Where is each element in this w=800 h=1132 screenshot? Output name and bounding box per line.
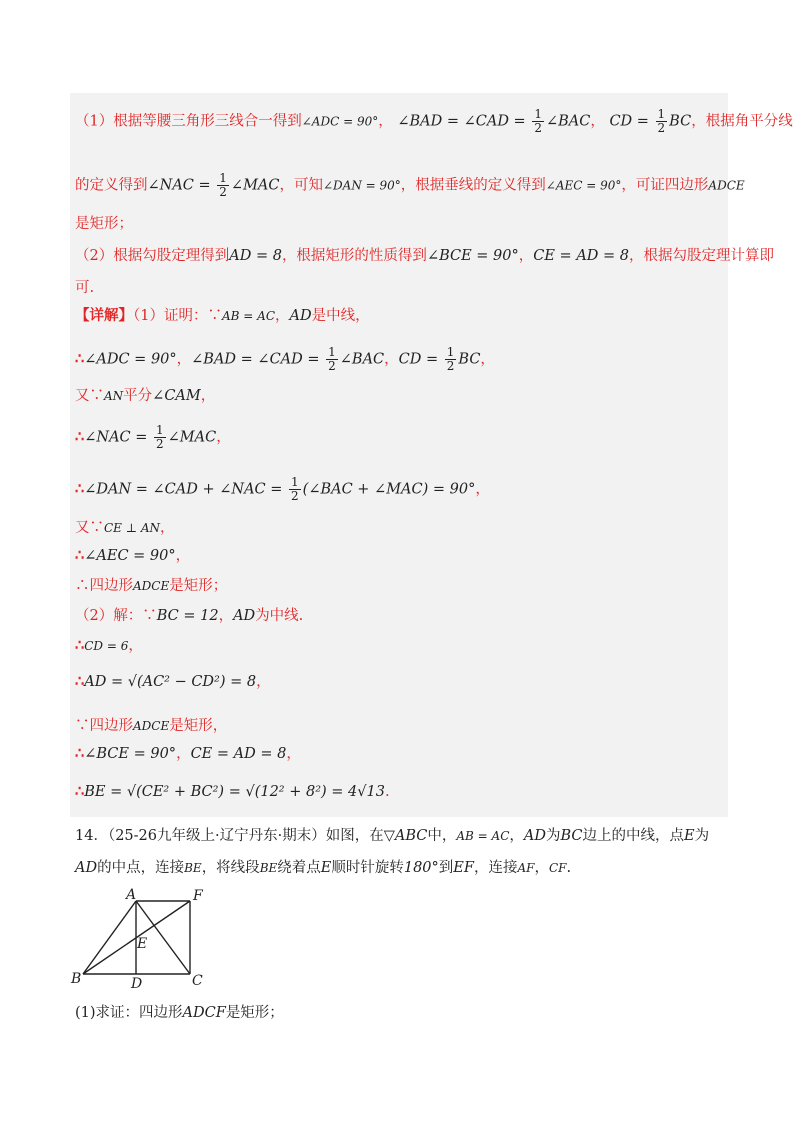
label-f: F	[193, 888, 203, 904]
analysis-line-3: 是矩形；	[75, 216, 133, 232]
label-d: D	[131, 976, 143, 990]
geometry-figure	[70, 888, 220, 990]
label-b: B	[71, 971, 82, 987]
answer-panel	[70, 93, 728, 817]
analysis-line-2: 的定义得到∠NAC = $\frac{1}{2}$ ∠MAC，可知∠DAN = 90°，根据垂线的定义得到∠AEC = 90°，可证四边形ADCE	[75, 171, 745, 199]
label-e: E	[137, 936, 148, 952]
question-1: (1)求证：四边形ADCF是矩形；	[75, 1005, 284, 1021]
label-a: A	[126, 888, 137, 903]
solution-line-3: 又∵AN平分∠CAM，	[75, 388, 216, 404]
solution-line-5: ∴∠DAN = ∠CAD + ∠NAC = $\frac{1}{2}$ (∠BAC + ∠MAC) = 90°，	[75, 475, 490, 503]
label-c: C	[192, 973, 203, 989]
solution-line-7: ∴∠AEC = 90°，	[75, 547, 191, 564]
solution-line-14: ∴BE = √(CE² + BC²) = √(12² + 8²) = 4√13.	[75, 783, 390, 800]
analysis-line-5: 可.	[75, 280, 95, 296]
analysis-line-4: （2）根据勾股定理得到AD = 8，根据矩形的性质得到∠BCE = 90°，CE = AD = 8，根据勾股定理计算即	[75, 248, 775, 264]
solution-line-11: ∴AD = √(AC² − CD²) = 8，	[75, 673, 271, 690]
solution-line-9: （2）解：∵BC = 12，AD为中线.	[75, 608, 304, 624]
analysis-line-1: （1）根据等腰三角形三线合一得到∠ADC = 90°， ∠BAD = ∠CAD = $\frac{1}{2}$ ∠BAC， CD = $\frac{1}{2}$ BC，根据角平分线	[75, 107, 793, 135]
problem-line-2: AD的中点，连接BE，将线段BE绕着点E顺时针旋转180°到EF，连接AF，CF.	[75, 860, 572, 876]
solution-line-1: 【详解】（1）证明：∵AB = AC，AD是中线，	[75, 307, 370, 324]
solution-line-2: ∴∠ADC = 90°，∠BAD = ∠CAD = $\frac{1}{2}$ ∠BAC，CD = $\frac{1}{2}$ BC，	[75, 345, 495, 373]
solution-line-12: ∵四边形ADCE是矩形，	[75, 718, 228, 734]
solution-line-8: ∴四边形ADCE是矩形；	[75, 578, 228, 594]
solution-line-4: ∴∠NAC = $\frac{1}{2}$ ∠MAC，	[75, 423, 231, 451]
solution-line-13: ∴∠BCE = 90°，CE = AD = 8，	[75, 745, 301, 762]
problem-line-1: 14．（25-26九年级上·辽宁丹东·期末）如图，在▽ABC中，AB = AC，AD为BC边上的中线，点E为	[75, 828, 710, 844]
segment-ab	[83, 901, 136, 974]
solution-line-6: 又∵CE ⊥ AN，	[75, 520, 175, 536]
solution-line-10: ∴CD = 6，	[75, 637, 143, 654]
